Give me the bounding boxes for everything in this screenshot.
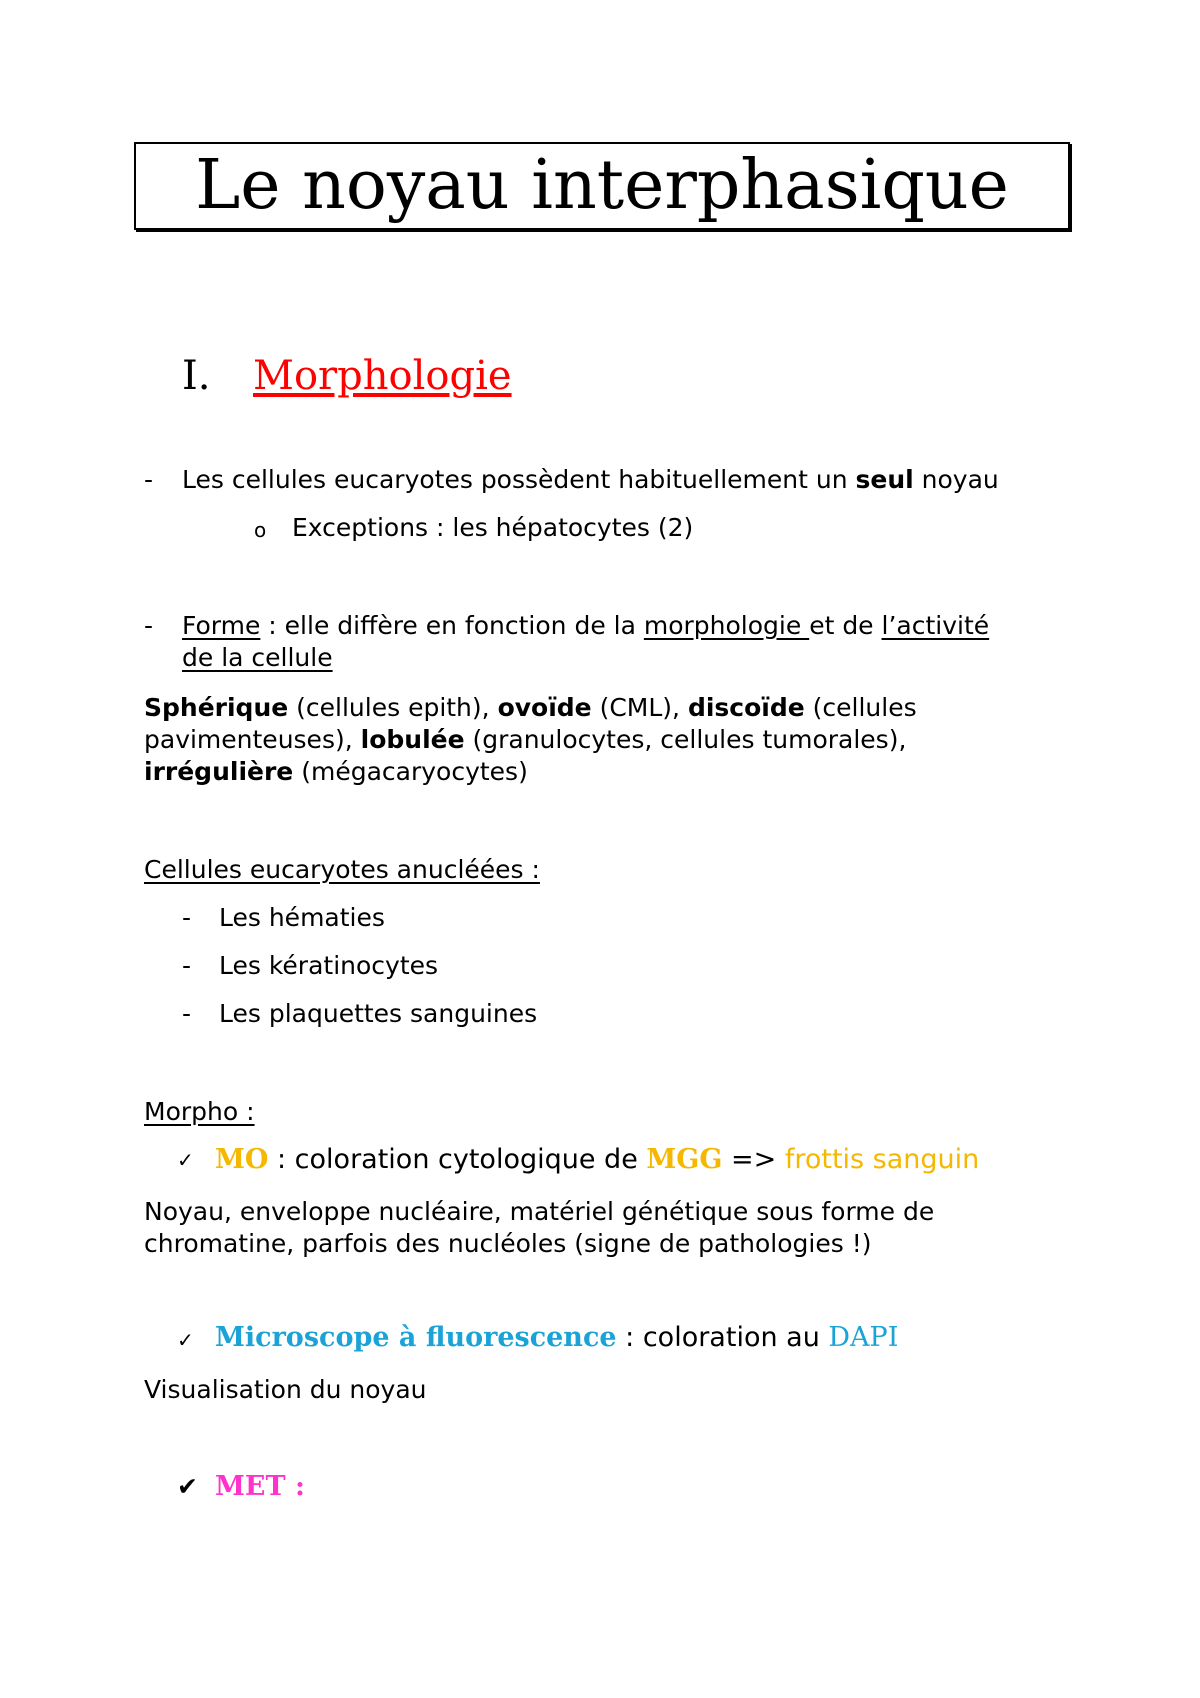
shape-lobulee: lobulée bbox=[360, 725, 465, 754]
forme-line-2: de la cellule bbox=[182, 643, 333, 672]
bullet-dash: - bbox=[182, 999, 192, 1028]
page-title: Le noyau interphasique bbox=[195, 146, 1009, 225]
fluo-text: : coloration au bbox=[616, 1322, 829, 1353]
shape-desc: (granulocytes, cellules tumorales), bbox=[464, 725, 907, 754]
shape-ovoide: ovoïde bbox=[497, 693, 592, 722]
shapes-paragraph bbox=[144, 692, 1004, 788]
mgg-label: MGG bbox=[646, 1144, 723, 1175]
shape-spherique: Sphérique bbox=[144, 693, 289, 722]
fluo-description: Visualisation du noyau bbox=[144, 1375, 427, 1404]
section-title: Morphologie bbox=[253, 353, 512, 399]
met-label: MET : bbox=[215, 1471, 305, 1502]
shape-desc: (mégacaryocytes) bbox=[293, 757, 528, 786]
checkmark-heavy-icon: ✔ bbox=[177, 1472, 198, 1501]
mo-line bbox=[215, 1144, 979, 1176]
intro-bold: seul bbox=[855, 465, 914, 494]
forme-underlined-activite: l’activité bbox=[881, 611, 990, 640]
forme-label: Forme bbox=[182, 611, 261, 640]
forme-line-1 bbox=[182, 610, 989, 642]
morpho-heading: Morpho : bbox=[144, 1097, 255, 1126]
anucleated-heading: Cellules eucaryotes anucléées : bbox=[144, 855, 540, 884]
dapi-label: DAPI bbox=[828, 1322, 899, 1353]
shape-desc: (cellules pavimenteuses), bbox=[144, 693, 917, 754]
mo-label: MO bbox=[215, 1144, 269, 1175]
bullet-dash: - bbox=[144, 611, 154, 640]
fluo-line bbox=[215, 1322, 898, 1354]
frottis-label: frottis sanguin bbox=[784, 1144, 980, 1175]
mo-text: : coloration cytologique de bbox=[268, 1144, 647, 1175]
title-box bbox=[134, 142, 1070, 230]
exceptions-line: Exceptions : les hépatocytes (2) bbox=[292, 513, 694, 542]
shape-irreguliere: irrégulière bbox=[144, 757, 294, 786]
shape-discoide: discoïde bbox=[687, 693, 805, 722]
forme-text-1: : elle diffère en fonction de la bbox=[260, 611, 644, 640]
forme-text-2: et de bbox=[809, 611, 882, 640]
shape-desc: (CML), bbox=[591, 693, 688, 722]
section-number: I. bbox=[182, 353, 211, 399]
list-item: Les plaquettes sanguines bbox=[219, 999, 538, 1028]
intro-line bbox=[182, 464, 999, 496]
mo-description: Noyau, enveloppe nucléaire, matériel génétique sous forme de chromatine, parfois des nucléoles (signe de pathologies !) bbox=[144, 1197, 935, 1258]
checkmark-icon: ✓ bbox=[177, 1328, 194, 1352]
forme-underlined-morphologie: morphologie bbox=[643, 611, 810, 640]
fluo-label: Microscope à fluorescence bbox=[215, 1322, 617, 1353]
intro-post: noyau bbox=[913, 465, 999, 494]
sub-bullet-circle: o bbox=[254, 518, 267, 542]
intro-pre: Les cellules eucaryotes possèdent habituellement un bbox=[182, 465, 856, 494]
list-item: Les hématies bbox=[219, 903, 385, 932]
list-item: Les kératinocytes bbox=[219, 951, 439, 980]
bullet-dash: - bbox=[182, 951, 192, 980]
checkmark-icon: ✓ bbox=[177, 1148, 194, 1172]
shape-desc: (cellules epith), bbox=[288, 693, 498, 722]
bullet-dash: - bbox=[144, 465, 154, 494]
bullet-dash: - bbox=[182, 903, 192, 932]
arrow-text: => bbox=[722, 1144, 785, 1175]
